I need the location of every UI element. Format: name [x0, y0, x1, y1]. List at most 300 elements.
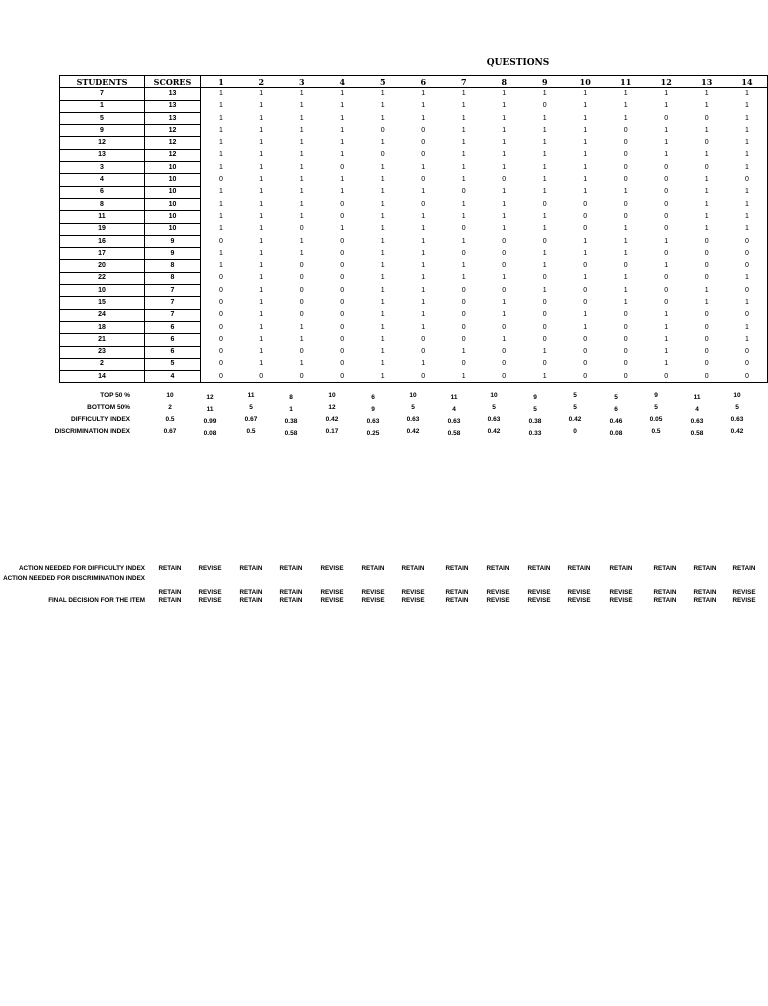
- answer-cell: 0: [461, 311, 466, 319]
- answer-cell: 1: [704, 102, 709, 110]
- table-row: [60, 125, 768, 137]
- answer-cell: 1: [583, 90, 588, 98]
- answer-cell: 0: [219, 335, 223, 343]
- answer-cell: 1: [664, 335, 669, 343]
- question-header-3: 3: [282, 76, 323, 88]
- answer-cell: 1: [502, 126, 507, 134]
- stats-value: 0.38: [528, 418, 542, 425]
- answer-cell: 1: [421, 188, 426, 196]
- table-row: [60, 371, 768, 383]
- answer-cell: 0: [583, 225, 588, 233]
- answer-cell: 0: [646, 371, 687, 383]
- action-value: REVISE: [732, 597, 756, 604]
- answer-cell: 1: [502, 102, 507, 110]
- table-row: [60, 162, 768, 174]
- action-value: REVISE: [567, 597, 591, 604]
- answer-cell: 1: [727, 137, 768, 149]
- stats-value: 6: [371, 394, 375, 401]
- answer-cell: 0: [542, 237, 547, 245]
- answer-cell: 1: [299, 151, 304, 159]
- answer-cell: 1: [542, 212, 547, 220]
- student-score: 6: [145, 334, 201, 346]
- answer-cell: 1: [704, 286, 709, 294]
- action-value: RETAIN: [239, 589, 263, 596]
- answer-cell: 1: [259, 176, 264, 184]
- answer-cell: 1: [664, 262, 669, 270]
- action-value: REVISE: [609, 589, 633, 596]
- answer-cell: 1: [583, 151, 588, 159]
- answer-cell: 1: [340, 139, 345, 147]
- stats-value: 0.63: [447, 418, 461, 425]
- answer-cell: 0: [664, 114, 669, 122]
- answer-cell: 1: [704, 298, 709, 306]
- stats-label: BOTTOM 50%: [87, 404, 130, 411]
- student-score: 10: [145, 186, 201, 198]
- answer-cell: 1: [727, 100, 768, 112]
- action-value: RETAIN: [693, 565, 717, 572]
- answer-cell: 0: [241, 371, 282, 383]
- answer-cell: 1: [299, 163, 304, 171]
- answer-cell: 0: [704, 139, 709, 147]
- answer-cell: 1: [664, 360, 669, 368]
- answer-cell: 1: [219, 262, 223, 270]
- answer-cell: 0: [687, 371, 728, 383]
- stats-row: [0, 390, 768, 402]
- answer-cell: 1: [259, 200, 264, 208]
- answer-cell: 0: [219, 274, 223, 282]
- answer-cell: 1: [664, 311, 669, 319]
- stats-value: 0.63: [406, 416, 420, 423]
- answer-cell: 0: [542, 360, 547, 368]
- answer-cell: 1: [664, 151, 669, 159]
- answer-cell: 1: [727, 125, 768, 137]
- answer-cell: 0: [484, 371, 525, 383]
- answer-cell: 1: [299, 212, 304, 220]
- answer-cell: 1: [340, 126, 345, 134]
- answer-cell: 1: [380, 163, 385, 171]
- answer-cell: 1: [380, 360, 385, 368]
- table-row: [60, 309, 768, 321]
- table-row: [60, 285, 768, 297]
- action-value: REVISE: [401, 589, 425, 596]
- action-value: REVISE: [527, 589, 551, 596]
- answer-cell: 0: [704, 323, 709, 331]
- stats-value: 0.5: [165, 416, 175, 423]
- answer-cell: 0: [219, 298, 223, 306]
- student-score: 5: [145, 358, 201, 370]
- answer-cell: 1: [664, 348, 669, 356]
- action-value: RETAIN: [732, 565, 756, 572]
- answer-cell: 1: [421, 114, 426, 122]
- action-value: RETAIN: [279, 565, 303, 572]
- answer-cell: 0: [583, 360, 588, 368]
- answer-cell: 1: [502, 188, 507, 196]
- table-row: [60, 272, 768, 284]
- answer-cell: 1: [259, 102, 264, 110]
- answer-cell: 1: [502, 212, 507, 220]
- answer-cell: 1: [461, 212, 466, 220]
- answer-cell: 0: [542, 298, 547, 306]
- answer-cell: 1: [664, 126, 669, 134]
- answer-cell: 1: [421, 102, 426, 110]
- answer-cell: 0: [704, 274, 709, 282]
- answer-cell: 1: [583, 323, 588, 331]
- answer-cell: 1: [380, 139, 385, 147]
- answer-cell: 1: [461, 176, 466, 184]
- answer-cell: 0: [704, 262, 709, 270]
- answer-cell: 1: [299, 114, 304, 122]
- stats-value: 4: [695, 406, 699, 413]
- answer-cell: 1: [664, 323, 669, 331]
- table-row: [60, 198, 768, 210]
- answer-cell: 0: [704, 163, 709, 171]
- answer-cell: 0: [704, 249, 709, 257]
- table-row: [60, 346, 768, 358]
- answer-cell: 1: [623, 249, 628, 257]
- answer-cell: 0: [299, 311, 304, 319]
- question-header-13: 13: [687, 76, 728, 88]
- answer-cell: 0: [299, 286, 304, 294]
- answer-cell: 1: [583, 139, 588, 147]
- action-value: RETAIN: [609, 565, 633, 572]
- answer-cell: 1: [219, 163, 223, 171]
- question-header-8: 8: [484, 76, 525, 88]
- answer-cell: 1: [704, 126, 709, 134]
- answer-cell: 1: [219, 114, 223, 122]
- answer-cell: 1: [421, 323, 426, 331]
- answer-cell: 0: [340, 200, 345, 208]
- student-id: 14: [60, 371, 145, 383]
- stats-value: 10: [733, 392, 741, 399]
- answer-cell: 0: [461, 323, 466, 331]
- answer-cell: 1: [340, 225, 345, 233]
- answer-cell: 0: [340, 311, 345, 319]
- action-value: RETAIN: [693, 589, 717, 596]
- answer-cell: 1: [704, 212, 709, 220]
- answer-cell: 1: [461, 348, 466, 356]
- answer-cell: 0: [623, 348, 628, 356]
- action-value: REVISE: [320, 565, 344, 572]
- answer-cell: 0: [461, 225, 466, 233]
- answer-cell: 1: [219, 249, 223, 257]
- answer-cell: 1: [299, 249, 304, 257]
- answer-cell: 0: [565, 371, 606, 383]
- student-id: 16: [60, 235, 145, 247]
- answer-cell: 1: [421, 163, 426, 171]
- answer-cell: 1: [421, 225, 426, 233]
- answer-cell: 0: [340, 335, 345, 343]
- answer-cell: 1: [421, 212, 426, 220]
- question-header-12: 12: [646, 76, 687, 88]
- action-value: RETAIN: [401, 565, 425, 572]
- answer-cell: 0: [664, 200, 669, 208]
- answer-cell: 0: [421, 335, 426, 343]
- summary-statistics: [0, 390, 768, 438]
- table-row: [60, 186, 768, 198]
- answer-cell: 0: [380, 151, 385, 159]
- action-value: RETAIN: [158, 565, 182, 572]
- answer-cell: 1: [259, 311, 264, 319]
- answer-cell: 0: [219, 311, 223, 319]
- student-id: 8: [60, 198, 145, 210]
- answer-cell: 1: [259, 286, 264, 294]
- answer-cell: 1: [259, 225, 264, 233]
- student-score: 10: [145, 211, 201, 223]
- answer-cell: 1: [421, 237, 426, 245]
- answer-cell: 0: [299, 274, 304, 282]
- action-value: RETAIN: [445, 565, 469, 572]
- student-score: 13: [145, 112, 201, 124]
- answer-cell: 1: [623, 237, 628, 245]
- student-score: 10: [145, 198, 201, 210]
- answer-cell: 0: [623, 262, 628, 270]
- stats-value: 0.08: [203, 430, 217, 437]
- answer-cell: 1: [461, 262, 466, 270]
- answer-cell: 1: [583, 188, 588, 196]
- answer-cell: 1: [219, 90, 223, 98]
- answer-cell: 1: [583, 249, 588, 257]
- student-score: 7: [145, 285, 201, 297]
- answer-cell: 0: [201, 371, 242, 383]
- answer-cell: 0: [542, 335, 547, 343]
- action-value: RETAIN: [279, 589, 303, 596]
- action-value: RETAIN: [158, 589, 182, 596]
- stats-value: 0.67: [163, 428, 177, 435]
- answer-cell: 1: [380, 335, 385, 343]
- stats-value: 0.63: [690, 418, 704, 425]
- answer-cell: 0: [219, 323, 223, 331]
- answer-cell: 1: [380, 323, 385, 331]
- answer-cell: 1: [380, 225, 385, 233]
- answer-cell: 1: [259, 114, 264, 122]
- answer-cell: 1: [704, 90, 709, 98]
- stats-value: 0.08: [609, 430, 623, 437]
- answer-cell: 0: [461, 188, 466, 196]
- stats-value: 0.33: [528, 430, 542, 437]
- action-value: REVISE: [361, 597, 385, 604]
- answer-cell: 0: [340, 298, 345, 306]
- answer-cell: 0: [340, 249, 345, 257]
- answer-cell: 0: [623, 323, 628, 331]
- answer-cell: 1: [340, 90, 345, 98]
- answer-cell: 1: [340, 102, 345, 110]
- answer-cell: 0: [727, 235, 768, 247]
- answer-cell: 1: [259, 323, 264, 331]
- stats-row: [0, 402, 768, 414]
- answer-cell: 0: [704, 348, 709, 356]
- answer-cell: 1: [259, 360, 264, 368]
- student-score: 8: [145, 260, 201, 272]
- answer-cell: 0: [340, 360, 345, 368]
- answer-cell: 0: [219, 348, 223, 356]
- table-row: [60, 235, 768, 247]
- question-header-14: 14: [727, 76, 768, 88]
- student-score: 6: [145, 321, 201, 333]
- stats-value: 6: [614, 406, 618, 413]
- student-id: 4: [60, 174, 145, 186]
- answer-cell: 1: [299, 200, 304, 208]
- answer-cell: 0: [583, 200, 588, 208]
- student-id: 11: [60, 211, 145, 223]
- answer-cell: 1: [259, 274, 264, 282]
- answer-cell: 0: [299, 225, 304, 233]
- answer-cell: 1: [502, 114, 507, 122]
- answer-cell: 1: [219, 126, 223, 134]
- answer-cell: 1: [461, 90, 466, 98]
- answer-cell: 1: [583, 102, 588, 110]
- answer-cell: 0: [664, 163, 669, 171]
- stats-value: 0.42: [730, 428, 744, 435]
- answer-cell: 0: [421, 200, 426, 208]
- stats-value: 5: [654, 404, 658, 411]
- action-value: RETAIN: [653, 565, 677, 572]
- answer-cell: 1: [444, 371, 485, 383]
- answer-cell: 1: [259, 298, 264, 306]
- action-value: RETAIN: [279, 597, 303, 604]
- student-id: 3: [60, 162, 145, 174]
- answer-cell: 0: [322, 371, 363, 383]
- student-score: 9: [145, 235, 201, 247]
- answer-cell: 0: [623, 139, 628, 147]
- table-row: [60, 223, 768, 235]
- answer-cell: 0: [583, 335, 588, 343]
- answer-cell: 0: [664, 298, 669, 306]
- answer-cell: 1: [219, 200, 223, 208]
- answer-cell: 1: [259, 237, 264, 245]
- answer-cell: 0: [299, 348, 304, 356]
- student-score: 4: [145, 371, 201, 383]
- stats-value: 0.42: [406, 428, 420, 435]
- student-score: 13: [145, 100, 201, 112]
- action-value: RETAIN: [653, 589, 677, 596]
- answer-cell: 1: [380, 200, 385, 208]
- answer-cell: 0: [623, 176, 628, 184]
- stats-value: 0.5: [651, 428, 661, 435]
- answer-cell: 1: [380, 102, 385, 110]
- answer-cell: 0: [502, 176, 507, 184]
- answer-cell: 0: [380, 126, 385, 134]
- answer-cell: 0: [340, 348, 345, 356]
- answer-cell: 1: [542, 163, 547, 171]
- stats-value: 5: [573, 392, 577, 399]
- answer-cell: 1: [219, 188, 223, 196]
- stats-value: 5: [411, 404, 415, 411]
- answer-cell: 1: [380, 114, 385, 122]
- answer-cell: 1: [502, 274, 507, 282]
- answer-cell: 1: [461, 102, 466, 110]
- question-header-5: 5: [363, 76, 404, 88]
- student-id: 17: [60, 248, 145, 260]
- answer-cell: 1: [502, 311, 507, 319]
- answer-cell: 1: [542, 188, 547, 196]
- answer-cell: 0: [340, 274, 345, 282]
- answer-cell: 1: [502, 139, 507, 147]
- action-value: REVISE: [320, 597, 344, 604]
- answer-cell: 1: [299, 126, 304, 134]
- answer-cell: 0: [340, 212, 345, 220]
- answer-cell: 1: [623, 274, 628, 282]
- answer-cell: 1: [542, 114, 547, 122]
- student-id: 5: [60, 112, 145, 124]
- answer-cell: 1: [299, 323, 304, 331]
- answer-cell: 1: [727, 186, 768, 198]
- answer-cell: 0: [623, 360, 628, 368]
- answer-cell: 1: [542, 348, 547, 356]
- answer-cell: 1: [380, 249, 385, 257]
- answer-cell: 1: [542, 286, 547, 294]
- question-header-11: 11: [606, 76, 647, 88]
- answer-cell: 1: [623, 188, 628, 196]
- answer-cell: 1: [380, 188, 385, 196]
- answer-cell: 1: [461, 200, 466, 208]
- action-value: REVISE: [486, 597, 510, 604]
- answer-cell: 1: [704, 188, 709, 196]
- stats-label: DISCRIMINATION INDEX: [54, 428, 130, 435]
- answer-cell: 1: [502, 90, 507, 98]
- stats-value: 11: [450, 394, 458, 401]
- answer-cell: 1: [259, 126, 264, 134]
- students-header: STUDENTS: [60, 76, 145, 88]
- answer-cell: 0: [727, 248, 768, 260]
- table-row: [60, 297, 768, 309]
- action-label: ACTION NEEDED FOR DISCRIMINATION INDEX: [3, 575, 145, 582]
- action-value: REVISE: [401, 597, 425, 604]
- answer-cell: 0: [664, 212, 669, 220]
- answer-cell: 0: [623, 151, 628, 159]
- stats-value: 12: [206, 394, 214, 401]
- stats-value: 0: [573, 428, 577, 435]
- answer-cell: 1: [502, 225, 507, 233]
- answer-cell: 1: [219, 225, 223, 233]
- answer-cell: 0: [219, 176, 223, 184]
- stats-value: 5: [573, 404, 577, 411]
- answer-cell: 1: [583, 126, 588, 134]
- answer-cell: 1: [623, 114, 628, 122]
- answer-cell: 0: [461, 298, 466, 306]
- answer-cell: 0: [727, 285, 768, 297]
- answer-cell: 1: [340, 114, 345, 122]
- answer-cell: 1: [421, 360, 426, 368]
- stats-value: 0.58: [690, 430, 704, 437]
- answer-cell: 0: [340, 163, 345, 171]
- answer-cell: 1: [542, 151, 547, 159]
- answer-cell: 1: [259, 163, 264, 171]
- answer-cell: 0: [421, 126, 426, 134]
- answer-cell: 0: [542, 102, 547, 110]
- answer-cell: 1: [704, 225, 709, 233]
- stats-value: 10: [166, 392, 174, 399]
- answer-cell: 0: [583, 262, 588, 270]
- answer-cell: 0: [219, 360, 223, 368]
- answer-cell: 1: [259, 151, 264, 159]
- student-id: 6: [60, 186, 145, 198]
- stats-value: 9: [533, 394, 537, 401]
- answer-cell: 0: [299, 298, 304, 306]
- answer-cell: 1: [219, 151, 223, 159]
- action-value: REVISE: [486, 589, 510, 596]
- answer-cell: 0: [583, 298, 588, 306]
- action-value: RETAIN: [158, 597, 182, 604]
- answer-cell: 1: [583, 311, 588, 319]
- answer-cell: 1: [704, 200, 709, 208]
- answer-cell: 0: [727, 358, 768, 370]
- answer-cell: 1: [380, 176, 385, 184]
- student-score: 13: [145, 88, 201, 100]
- action-value: RETAIN: [567, 565, 591, 572]
- stats-value: 0.46: [609, 418, 623, 425]
- answer-cell: 0: [704, 237, 709, 245]
- stats-row: [0, 414, 768, 426]
